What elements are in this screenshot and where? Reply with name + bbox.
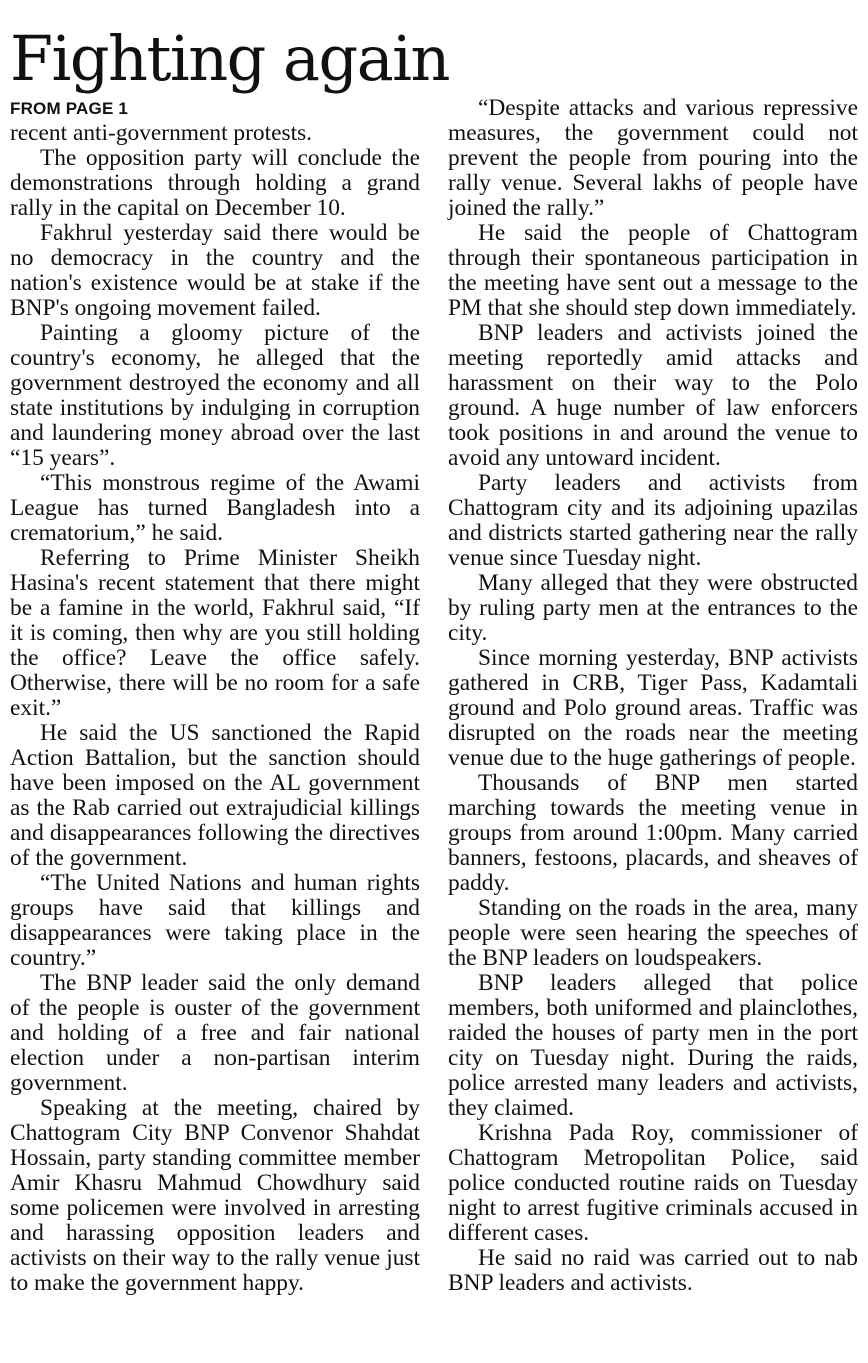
paragraph: Many alleged that they were obstructed by ruling party men at the entrances to the city. [448,570,858,646]
continuation-label: FROM PAGE 1 [10,99,129,118]
paragraph: BNP leaders alleged that police members, both uniformed and plainclothes, raided the houses of party men in the port city on Tuesday night. During the raids, police arrested many leaders and activists, they claimed. [448,970,858,1121]
article-column-left [10,96,420,1296]
paragraph: “The United Nations and human rights groups have said that killings and disappearances were taking place in the country.” [10,870,420,971]
paragraph: Since morning yesterday, BNP activists gathered in CRB, Tiger Pass, Kadamtali ground and Polo ground areas. Traffic was disrupted on the roads near the meeting venue due to the huge gatherings of people. [448,645,858,771]
paragraph: The opposition party will conclude the demonstrations through holding a grand rally in the capital on December 10. [10,145,420,221]
paragraph: Party leaders and activists from Chattogram city and its adjoining upazilas and districts started gathering near the rally venue since Tuesday night. [448,470,858,571]
paragraph: He said no raid was carried out to nab BNP leaders and activists. [448,1245,858,1296]
paragraph: BNP leaders and activists joined the meeting reportedly amid attacks and harassment on their way to the Polo ground. A huge number of law enforcers took positions in and around the venue to avoid any untoward incident. [448,320,858,471]
paragraph: Painting a gloomy picture of the country's economy, he alleged that the government destroyed the economy and all state institutions by indulging in corruption and laundering money abroad over the last “15 years”. [10,320,420,471]
paragraph: Krishna Pada Roy, commissioner of Chattogram Metropolitan Police, said police conducted routine raids on Tuesday night to arrest fugitive criminals accused in different cases. [448,1120,858,1246]
paragraph: The BNP leader said the only demand of the people is ouster of the government and holding of a free and fair national election under a non-partisan interim government. [10,970,420,1096]
paragraph: Standing on the roads in the area, many people were seen hearing the speeches of the BNP leaders on loudspeakers. [448,895,858,971]
article-column-right [448,96,858,1296]
paragraph: recent anti-government protests. [10,120,313,146]
paragraph: “Despite attacks and various repressive measures, the government could not prevent the people from pouring into the rally venue. Several lakhs of people have joined the rally.” [448,95,858,221]
paragraph: “This monstrous regime of the Awami League has turned Bangladesh into a crematorium,” he said. [10,470,420,546]
headline: Fighting again [10,22,449,95]
paragraph: Speaking at the meeting, chaired by Chattogram City BNP Convenor Shahdat Hossain, party standing committee member Amir Khasru Mahmud Chowdhury said some policemen were involved in arresting and harassing opposition leaders and activists on their way to the rally venue just to make the government happy. [10,1095,420,1296]
paragraph: He said the people of Chattogram through their spontaneous participation in the meeting have sent out a message to the PM that she should step down immediately. [448,220,858,321]
paragraph: He said the US sanctioned the Rapid Action Battalion, but the sanction should have been imposed on the AL government as the Rab carried out extrajudicial killings and disappearances following the directives of the government. [10,720,420,871]
paragraph: Thousands of BNP men started marching towards the meeting venue in groups from around 1:00pm. Many carried banners, festoons, placards, and sheaves of paddy. [448,770,858,896]
paragraph: Referring to Prime Minister Sheikh Hasina's recent statement that there might be a famine in the world, Fakhrul said, “If it is coming, then why are you still holding the office? Leave the office safely. Otherwise, there will be no room for a safe exit.” [10,545,420,721]
paragraph: Fakhrul yesterday said there would be no democracy in the country and the nation's existence would be at stake if the BNP's ongoing movement failed. [10,220,420,321]
